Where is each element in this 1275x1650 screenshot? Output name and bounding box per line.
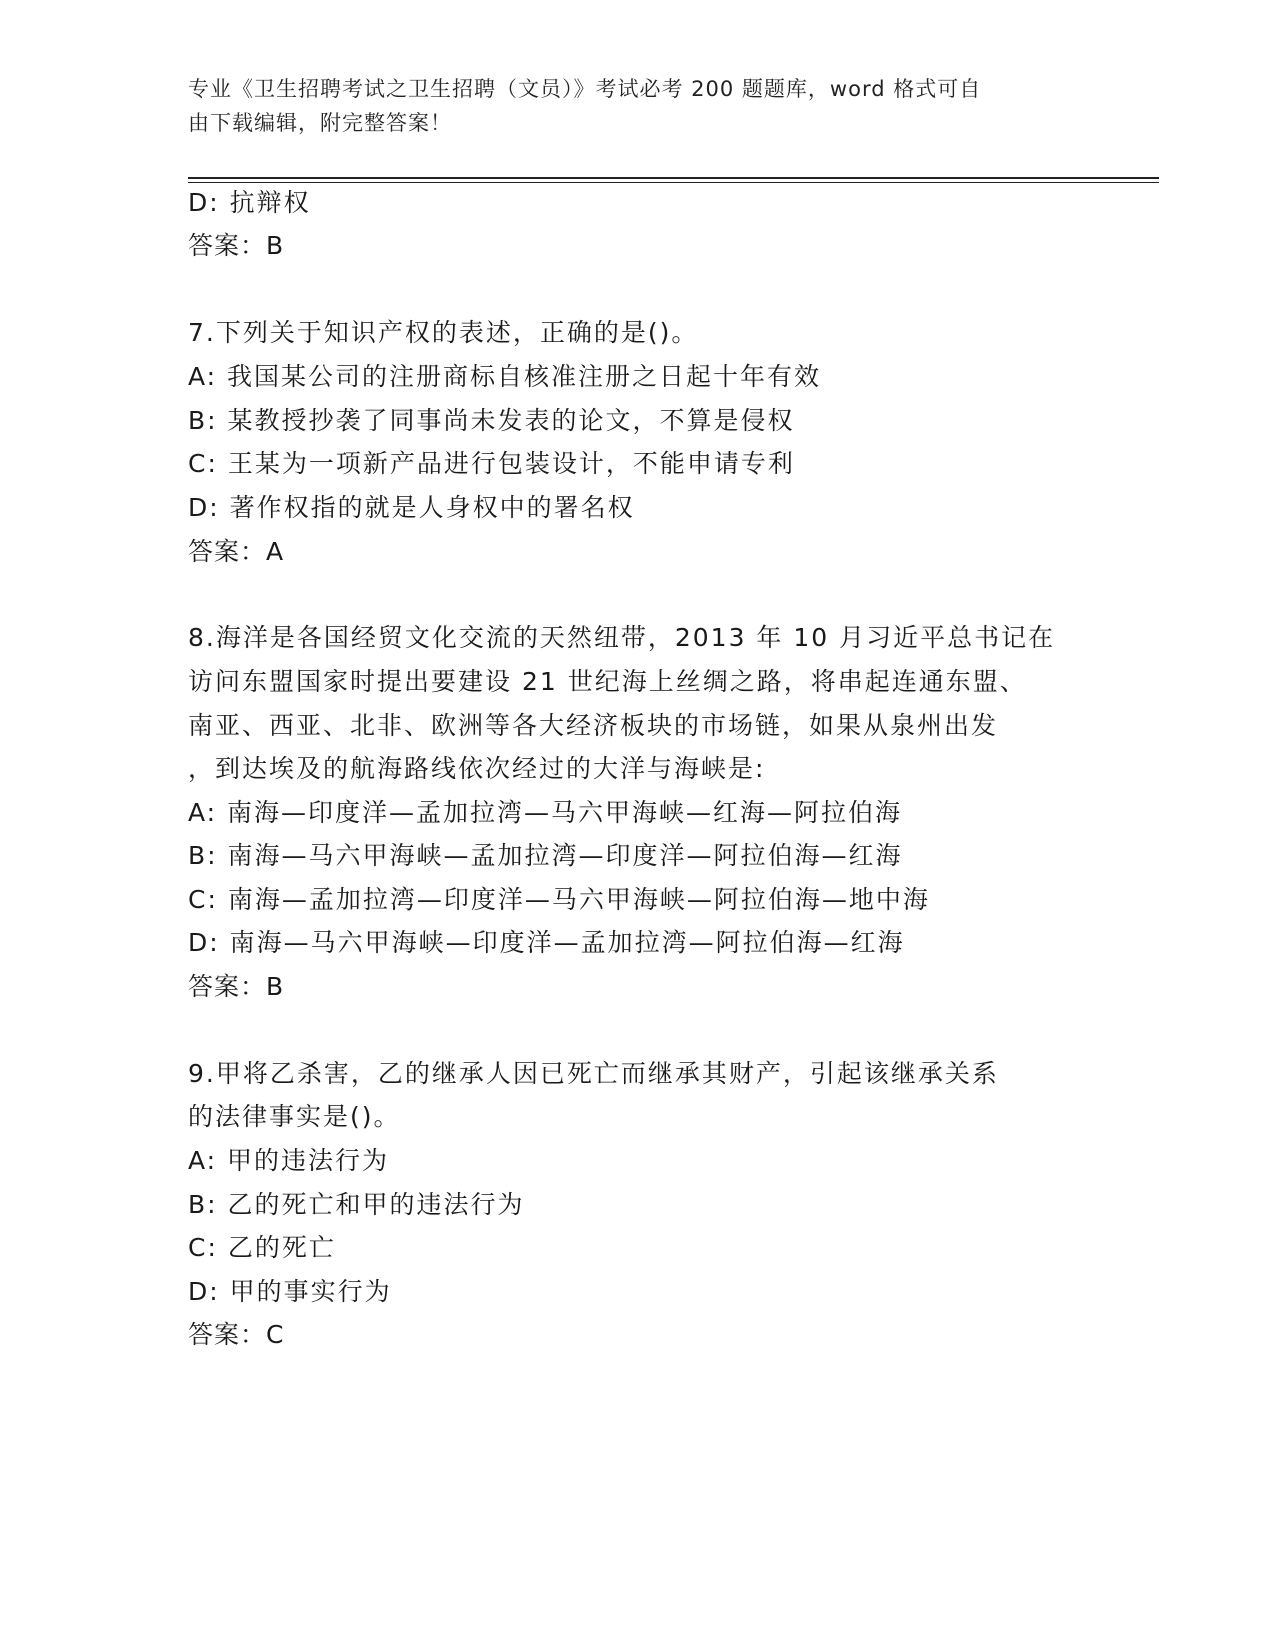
q8-option-b: B: 南海—马六甲海峡—孟加拉湾—印度洋—阿拉伯海—红海 bbox=[188, 841, 903, 870]
q8-option-a: A: 南海—印度洋—孟加拉湾—马六甲海峡—红海—阿拉伯海 bbox=[188, 798, 903, 827]
q8-stem-line-2: 访问东盟国家时提出要建设 21 世纪海上丝绸之路，将串起连通东盟、 bbox=[188, 667, 1027, 696]
document-header bbox=[188, 72, 1088, 140]
q7-option-a: A: 我国某公司的注册商标自核准注册之日起十年有效 bbox=[188, 362, 822, 391]
q9-option-a: A: 甲的违法行为 bbox=[188, 1146, 390, 1175]
q9-stem-line-2: 的法律事实是()。 bbox=[188, 1102, 401, 1131]
q7-option-c: C: 王某为一项新产品进行包装设计，不能申请专利 bbox=[188, 449, 795, 478]
q9-option-b: B: 乙的死亡和甲的违法行为 bbox=[188, 1190, 525, 1219]
q7-stem: 7.下列关于知识产权的表述，正确的是()。 bbox=[188, 318, 699, 347]
q9-option-c: C: 乙的死亡 bbox=[188, 1233, 336, 1262]
q6-option-d: D: 抗辩权 bbox=[188, 188, 311, 217]
q9-stem-line-1: 9.甲将乙杀害，乙的继承人因已死亡而继承其财产，引起该继承关系 bbox=[188, 1059, 999, 1088]
q8-option-c: C: 南海—孟加拉湾—印度洋—马六甲海峡—阿拉伯海—地中海 bbox=[188, 885, 930, 914]
q9-option-d: D: 甲的事实行为 bbox=[188, 1277, 392, 1306]
q8-stem-line-1: 8.海洋是各国经贸文化交流的天然纽带，2013 年 10 月习近平总书记在 bbox=[188, 623, 1056, 652]
header-divider bbox=[188, 177, 1159, 183]
q8-stem-line-4: ，到达埃及的航海路线依次经过的大洋与海峡是: bbox=[188, 754, 766, 783]
q8-stem-line-3: 南亚、西亚、北非、欧洲等各大经济板块的市场链，如果从泉州出发 bbox=[188, 711, 999, 740]
q8-option-d: D: 南海—马六甲海峡—印度洋—孟加拉湾—阿拉伯海—红海 bbox=[188, 928, 905, 957]
q7-option-d: D: 著作权指的就是人身权中的署名权 bbox=[188, 493, 635, 522]
q8-answer: 答案：B bbox=[188, 972, 285, 1001]
q9-answer: 答案：C bbox=[188, 1320, 285, 1349]
q7-answer: 答案：A bbox=[188, 537, 285, 566]
header-line-2: 由下载编辑，附完整答案！ bbox=[188, 111, 452, 135]
q7-option-b: B: 某教授抄袭了同事尚未发表的论文，不算是侵权 bbox=[188, 406, 795, 435]
header-line-1: 专业《卫生招聘考试之卫生招聘（文员）》考试必考 200 题题库，word 格式可自 bbox=[188, 77, 982, 101]
q6-answer: 答案：B bbox=[188, 231, 285, 260]
